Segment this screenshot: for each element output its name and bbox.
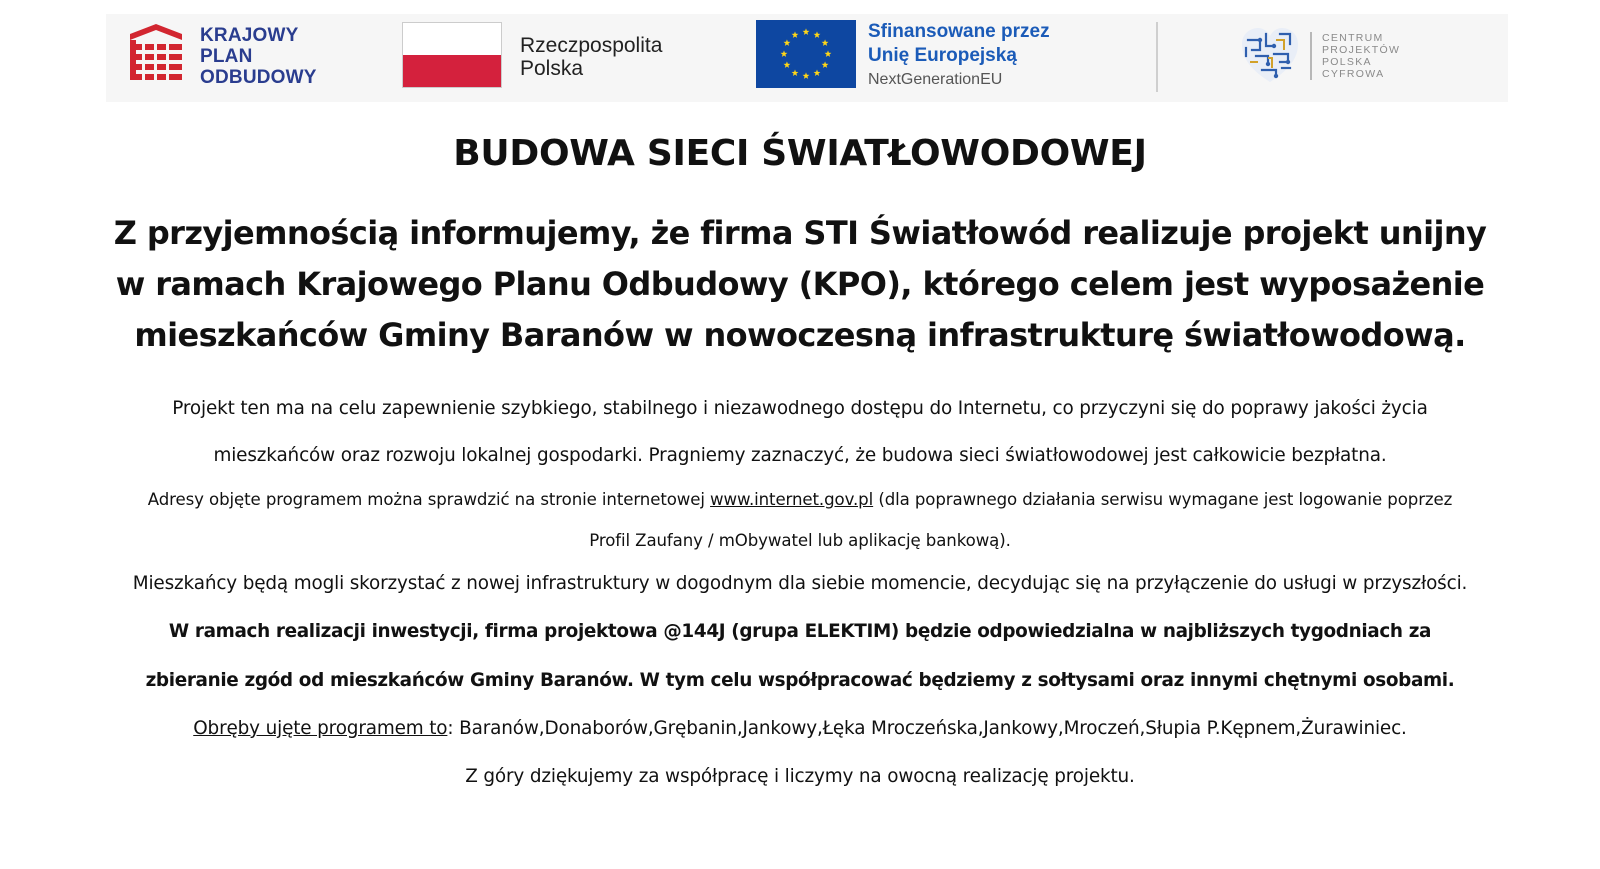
cppc-wordmark	[1322, 32, 1400, 80]
cppc-line-4: CYFROWA	[1322, 68, 1385, 80]
kpo-line-1: KRAJOWY	[200, 25, 299, 46]
internet-gov-link[interactable]: www.internet.gov.pl	[710, 490, 874, 509]
thanks-line: Z góry dziękujemy za współpracę i liczymy na owocną realizację projektu.	[465, 766, 1135, 787]
eu-line-1: Sfinansowane przez	[868, 21, 1050, 42]
eu-flag-icon	[756, 20, 856, 88]
eu-line-3: NextGenerationEU	[868, 71, 1003, 88]
rp-logo	[402, 22, 702, 92]
lead-line-1: Z przyjemnością informujemy, że firma STI Światłowód realizuje projekt unijny	[113, 214, 1487, 252]
areas-label: Obręby ujęte programem to	[193, 718, 448, 739]
cppc-line-2: PROJEKTÓW	[1322, 44, 1401, 56]
cppc-logo	[1238, 22, 1428, 92]
logo-divider	[1156, 22, 1158, 92]
eu-logo	[756, 20, 1086, 94]
paragraph-1-line-1: Projekt ten ma na celu zapewnienie szybkiego, stabilnego i niezawodnego dostępu do Internetu, co przyczyni się do poprawy jakości życia	[172, 398, 1428, 419]
cppc-line-3: POLSKA	[1322, 56, 1372, 68]
paragraph-1-line-2: mieszkańców oraz rozwoju lokalnej gospodarki. Pragniemy zaznaczyć, że budowa sieci światłowodowej jest całkowicie bezpłatna.	[213, 445, 1387, 466]
lead-line-2: w ramach Krajowego Planu Odbudowy (KPO), którego celem jest wyposażenie	[115, 265, 1485, 303]
rp-line-1: Rzeczpospolita	[520, 34, 663, 57]
kpo-emblem-icon	[124, 22, 188, 86]
eu-caption	[868, 20, 1050, 92]
areas-line	[0, 716, 1600, 742]
kpo-line-2: PLAN	[200, 46, 253, 67]
lead-line-3: mieszkańców Gminy Baranów w nowoczesną infrastrukturę światłowodową.	[134, 316, 1466, 354]
cppc-separator	[1310, 32, 1312, 80]
logo-strip	[106, 14, 1508, 102]
eu-line-2: Unię Europejską	[868, 45, 1017, 66]
areas-colon: :	[447, 718, 460, 739]
bold-paragraph-line-1: W ramach realizacji inwestycji, firma projektowa @144J (grupa ELEKTIM) będzie odpowiedzialna w najbliższych tygodniach za	[168, 621, 1432, 642]
areas-list: Baranów,Donaborów,Grębanin,Jankowy,Łęka Mroczeńska,Jankowy,Mroczeń,Słupia P.Kępnem,Żurawiniec.	[459, 718, 1407, 739]
rp-wordmark	[520, 34, 662, 80]
kpo-line-3: ODBUDOWY	[200, 67, 317, 88]
cppc-line-1: CENTRUM	[1322, 32, 1384, 44]
cppc-circuit-heart-icon	[1238, 24, 1302, 88]
addresses-line-1	[0, 488, 1600, 512]
kpo-wordmark	[200, 25, 317, 88]
addresses-text-after: (dla poprawnego działania serwisu wymagane jest logowanie poprzez	[873, 490, 1453, 509]
residents-paragraph: Mieszkańcy będą mogli skorzystać z nowej infrastruktury w dogodnym dla siebie momencie, decydując się na przyłączenie do usługi w przyszłości.	[132, 573, 1468, 594]
addresses-line-2: Profil Zaufany / mObywatel lub aplikację bankową).	[589, 531, 1011, 550]
kpo-logo	[124, 22, 344, 92]
addresses-text-before: Adresy objęte programem można sprawdzić na stronie internetowej	[147, 490, 711, 509]
bold-paragraph-line-2: zbieranie zgód od mieszkańców Gminy Baranów. W tym celu współpracować będziemy z sołtysami oraz innymi chętnymi osobami.	[145, 670, 1455, 691]
rp-line-2: Polska	[520, 57, 584, 80]
page-title: BUDOWA SIECI ŚWIATŁOWODOWEJ	[453, 133, 1147, 174]
polish-flag-icon	[402, 22, 502, 88]
lead-paragraph	[0, 208, 1600, 361]
